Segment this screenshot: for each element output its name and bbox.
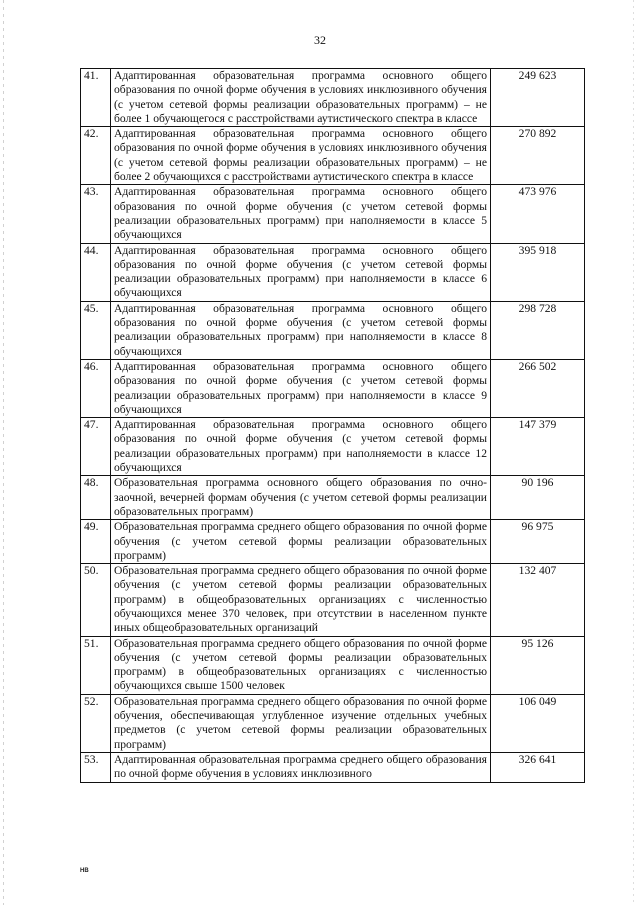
row-number: 47.	[81, 418, 111, 476]
row-value: 132 407	[491, 564, 585, 636]
row-description: Адаптированная образовательная программа основного общего образования по очной форме обучения в условиях инклюзивного обучения (с учетом сетевой формы реализации образовательных программ) – не более 2 обучающихся с расстройствами аутистического спектра в классе	[111, 127, 491, 185]
footer-mark: НВ	[80, 868, 89, 874]
row-number: 53.	[81, 752, 111, 782]
row-description: Образовательная программа среднего общего образования по очной форме обучения (с учетом сетевой формы реализации образовательных программ)	[111, 520, 491, 564]
scan-edge-left	[3, 0, 4, 905]
row-value: 95 126	[491, 636, 585, 694]
table-row	[81, 185, 585, 243]
row-description: Адаптированная образовательная программа основного общего образования по очной форме обучения в условиях инклюзивного обучения (с учетом сетевой формы реализации образовательных программ) – не более 1 обучающегося с расстройствами аутистического спектра в классе	[111, 69, 491, 127]
row-description: Адаптированная образовательная программа основного общего образования по очной форме обучения (с учетом сетевой формы реализации образовательных программ) при наполняемости в классе 6 обучающихся	[111, 243, 491, 301]
table-row	[81, 636, 585, 694]
table-row	[81, 476, 585, 520]
row-number: 41.	[81, 69, 111, 127]
row-description: Образовательная программа среднего общего образования по очной форме обучения (с учетом сетевой формы реализации образовательных программ) в общеобразовательных организациях с численностью обучающихся менее 370 человек, при отсутствии в населенном пункте иных общеобразовательных организаций	[111, 564, 491, 636]
table-row	[81, 694, 585, 752]
scan-edge-right	[633, 0, 634, 905]
row-number: 51.	[81, 636, 111, 694]
page-number: 32	[314, 33, 326, 47]
row-value: 298 728	[491, 301, 585, 359]
row-description: Образовательная программа среднего общего образования по очной форме обучения (с учетом сетевой формы реализации образовательных программ) в общеобразовательных организациях с численностью обучающихся свыше 1500 человек	[111, 636, 491, 694]
row-value: 249 623	[491, 69, 585, 127]
row-number: 43.	[81, 185, 111, 243]
row-number: 44.	[81, 243, 111, 301]
row-number: 50.	[81, 564, 111, 636]
table-row	[81, 127, 585, 185]
row-value: 96 975	[491, 520, 585, 564]
row-description: Образовательная программа основного общего образования по очно-заочной, вечерней формам обучения (с учетом сетевой формы реализации образовательных программ)	[111, 476, 491, 520]
table-row	[81, 243, 585, 301]
tariff-table	[80, 68, 585, 783]
table-row	[81, 752, 585, 782]
row-value: 395 918	[491, 243, 585, 301]
table-row	[81, 359, 585, 417]
table-row	[81, 564, 585, 636]
row-description: Адаптированная образовательная программа основного общего образования по очной форме обучения (с учетом сетевой формы реализации образовательных программ) при наполняемости в классе 9 обучающихся	[111, 359, 491, 417]
row-description: Адаптированная образовательная программа среднего общего образования по очной форме обучения в условиях инклюзивного	[111, 752, 491, 782]
row-number: 42.	[81, 127, 111, 185]
table-row	[81, 520, 585, 564]
table-row	[81, 418, 585, 476]
row-description: Адаптированная образовательная программа основного общего образования по очной форме обучения (с учетом сетевой формы реализации образовательных программ) при наполняемости в классе 5 обучающихся	[111, 185, 491, 243]
row-number: 45.	[81, 301, 111, 359]
table-row	[81, 69, 585, 127]
row-value: 106 049	[491, 694, 585, 752]
row-number: 49.	[81, 520, 111, 564]
row-number: 52.	[81, 694, 111, 752]
row-value: 147 379	[491, 418, 585, 476]
row-value: 326 641	[491, 752, 585, 782]
row-description: Адаптированная образовательная программа основного общего образования по очной форме обучения (с учетом сетевой формы реализации образовательных программ) при наполняемости в классе 12 обучающихся	[111, 418, 491, 476]
row-description: Образовательная программа среднего общего образования по очной форме обучения, обеспечивающая углубленное изучение отдельных учебных предметов (с учетом сетевой формы реализации образовательных программ)	[111, 694, 491, 752]
row-value: 266 502	[491, 359, 585, 417]
row-number: 46.	[81, 359, 111, 417]
row-description: Адаптированная образовательная программа основного общего образования по очной форме обучения (с учетом сетевой формы реализации образовательных программ) при наполняемости в классе 8 обучающихся	[111, 301, 491, 359]
row-value: 270 892	[491, 127, 585, 185]
row-value: 90 196	[491, 476, 585, 520]
table-row	[81, 301, 585, 359]
row-value: 473 976	[491, 185, 585, 243]
row-number: 48.	[81, 476, 111, 520]
